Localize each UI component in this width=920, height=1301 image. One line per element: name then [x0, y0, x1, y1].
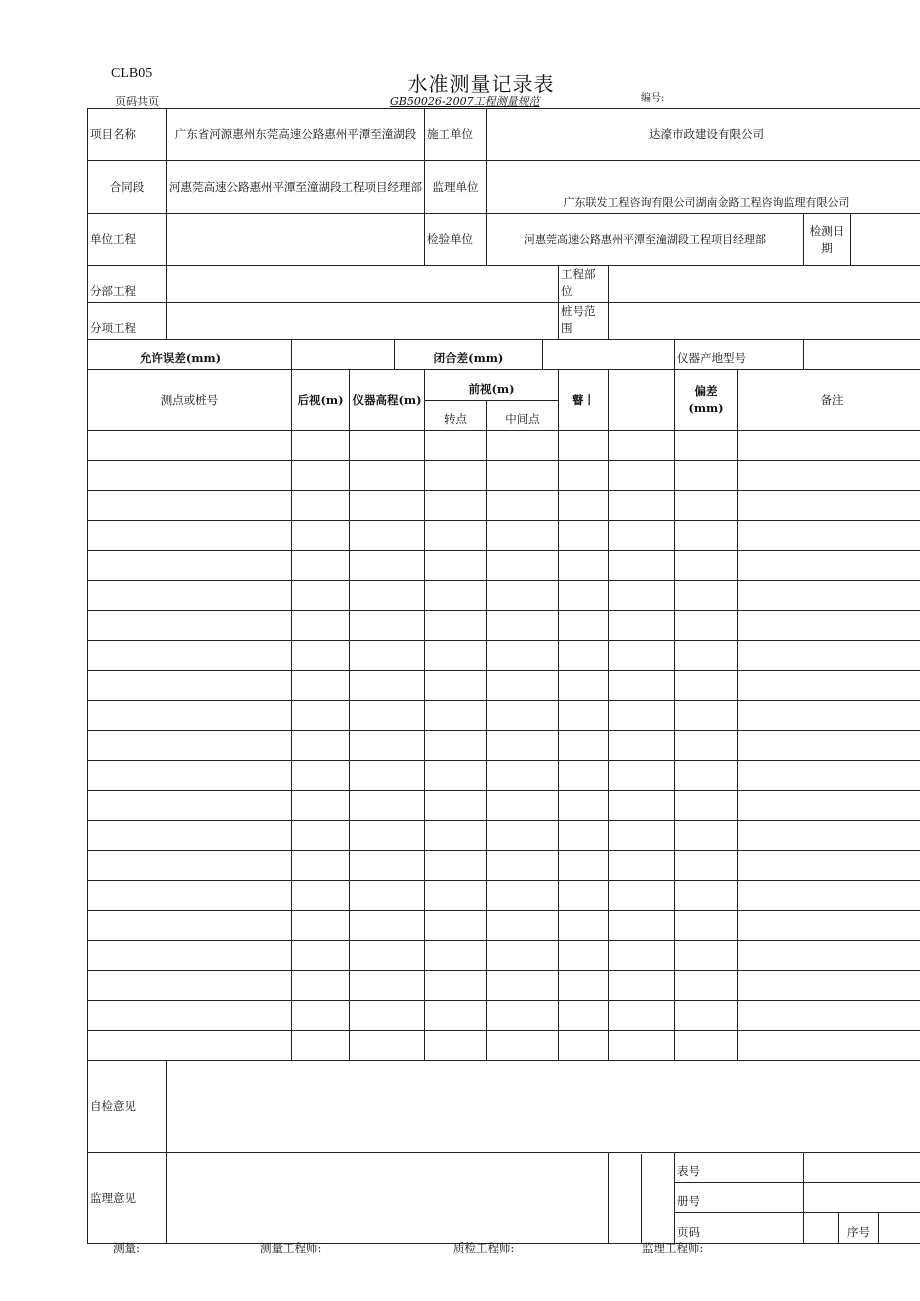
cell-station[interactable]	[88, 701, 292, 731]
cell-remarks[interactable]	[738, 431, 920, 461]
divisional-value[interactable]	[167, 266, 559, 303]
table-row	[88, 851, 920, 881]
cell-intermediate-point[interactable]	[487, 491, 559, 521]
cell-backsight[interactable]	[292, 671, 350, 701]
cell-instrument-height[interactable]	[350, 701, 425, 731]
cell-instrument-height[interactable]	[350, 641, 425, 671]
cell-station[interactable]	[88, 461, 292, 491]
inspection-unit-value[interactable]: 河惠莞高速公路惠州平潭至潼湖段工程项目经理部	[487, 214, 804, 266]
cell-symbol[interactable]	[559, 671, 609, 701]
cell-remarks[interactable]	[738, 1031, 920, 1061]
cell-backsight[interactable]	[292, 581, 350, 611]
cell-deviation[interactable]	[675, 491, 738, 521]
cell-station[interactable]	[88, 551, 292, 581]
cell-intermediate-point[interactable]	[487, 551, 559, 581]
cell-symbol[interactable]	[559, 581, 609, 611]
cell-backsight[interactable]	[292, 791, 350, 821]
closure-value[interactable]	[543, 340, 675, 370]
col-instrument-height: 仪器高程(m)	[350, 370, 425, 431]
cell-instrument-height[interactable]	[350, 431, 425, 461]
cell-deviation[interactable]	[675, 1001, 738, 1031]
supervisor-label: 监理单位	[425, 161, 487, 214]
cell-instrument-height[interactable]	[350, 941, 425, 971]
cell-blank[interactable]	[609, 881, 675, 911]
cell-instrument-height[interactable]	[350, 1031, 425, 1061]
subitem-value[interactable]	[167, 303, 559, 340]
cell-symbol[interactable]	[559, 791, 609, 821]
cell-intermediate-point[interactable]	[487, 611, 559, 641]
cell-blank[interactable]	[609, 701, 675, 731]
cell-intermediate-point[interactable]	[487, 431, 559, 461]
instrument-value[interactable]	[804, 340, 920, 370]
cell-intermediate-point[interactable]	[487, 851, 559, 881]
cell-backsight[interactable]	[292, 731, 350, 761]
cell-backsight[interactable]	[292, 761, 350, 791]
standard-reference: GB50026-2007工程测量规范	[390, 95, 540, 108]
unit-project-value[interactable]	[167, 214, 425, 266]
cell-turning-point[interactable]	[425, 941, 487, 971]
cell-blank[interactable]	[609, 731, 675, 761]
cell-blank[interactable]	[609, 491, 675, 521]
col-symbol: 瞽丨	[559, 370, 609, 431]
cell-instrument-height[interactable]	[350, 911, 425, 941]
station-range-label: 桩号范围	[559, 303, 609, 340]
cell-intermediate-point[interactable]	[487, 761, 559, 791]
cell-turning-point[interactable]	[425, 461, 487, 491]
cell-symbol[interactable]	[559, 461, 609, 491]
cell-station[interactable]	[88, 1031, 292, 1061]
page-no-value[interactable]	[804, 1213, 839, 1244]
cell-turning-point[interactable]	[425, 881, 487, 911]
col-turning-point: 转点	[425, 401, 487, 431]
cell-remarks[interactable]	[738, 701, 920, 731]
cell-remarks[interactable]	[738, 461, 920, 491]
cell-symbol[interactable]	[559, 431, 609, 461]
cell-symbol[interactable]	[559, 941, 609, 971]
col-station: 测点或桩号	[88, 370, 292, 431]
cell-intermediate-point[interactable]	[487, 911, 559, 941]
cell-station[interactable]	[88, 581, 292, 611]
supervision-label: 监理意见	[88, 1153, 167, 1244]
cell-station[interactable]	[88, 1001, 292, 1031]
cell-deviation[interactable]	[675, 611, 738, 641]
cell-symbol[interactable]	[559, 911, 609, 941]
cell-blank[interactable]	[609, 761, 675, 791]
cell-instrument-height[interactable]	[350, 881, 425, 911]
cell-blank[interactable]	[609, 521, 675, 551]
col-deviation: 偏差(mm)	[675, 370, 738, 431]
cell-symbol[interactable]	[559, 881, 609, 911]
tolerance-value[interactable]	[292, 340, 395, 370]
cell-deviation[interactable]	[675, 941, 738, 971]
cell-turning-point[interactable]	[425, 851, 487, 881]
table-row	[88, 941, 920, 971]
cell-instrument-height[interactable]	[350, 581, 425, 611]
cell-intermediate-point[interactable]	[487, 941, 559, 971]
cell-remarks[interactable]	[738, 881, 920, 911]
col-foresight: 前视(m)	[425, 370, 559, 401]
cell-remarks[interactable]	[738, 971, 920, 1001]
cell-blank[interactable]	[609, 1031, 675, 1061]
cell-remarks[interactable]	[738, 611, 920, 641]
table-row	[88, 611, 920, 641]
cell-backsight[interactable]	[292, 551, 350, 581]
cell-turning-point[interactable]	[425, 431, 487, 461]
self-check-label: 自检意见	[88, 1061, 167, 1153]
cell-station[interactable]	[88, 791, 292, 821]
cell-deviation[interactable]	[675, 731, 738, 761]
cell-instrument-height[interactable]	[350, 521, 425, 551]
supervisor-value[interactable]: 广东联发工程咨询有限公司湖南金路工程咨询监理有限公司	[487, 161, 920, 214]
table-row	[88, 491, 920, 521]
cell-backsight[interactable]	[292, 491, 350, 521]
divisional-label: 分部工程	[88, 266, 167, 303]
cell-station[interactable]	[88, 911, 292, 941]
cell-symbol[interactable]	[559, 521, 609, 551]
cell-deviation[interactable]	[675, 521, 738, 551]
cell-backsight[interactable]	[292, 641, 350, 671]
cell-station[interactable]	[88, 521, 292, 551]
cell-symbol[interactable]	[559, 971, 609, 1001]
cell-intermediate-point[interactable]	[487, 461, 559, 491]
cell-instrument-height[interactable]	[350, 851, 425, 881]
project-name-value[interactable]: 广东省河源惠州东莞高速公路惠州平潭至潼湖段	[167, 109, 425, 161]
cell-intermediate-point[interactable]	[487, 701, 559, 731]
cell-deviation[interactable]	[675, 881, 738, 911]
table-row	[88, 641, 920, 671]
cell-instrument-height[interactable]	[350, 821, 425, 851]
table-row	[88, 881, 920, 911]
cell-backsight[interactable]	[292, 911, 350, 941]
cell-intermediate-point[interactable]	[487, 731, 559, 761]
cell-remarks[interactable]	[738, 911, 920, 941]
location-value[interactable]	[609, 266, 920, 303]
cell-deviation[interactable]	[675, 1031, 738, 1061]
cell-intermediate-point[interactable]	[487, 791, 559, 821]
inspection-date-value[interactable]	[851, 214, 920, 266]
cell-blank[interactable]	[609, 551, 675, 581]
cell-remarks[interactable]	[738, 1001, 920, 1031]
cell-turning-point[interactable]	[425, 761, 487, 791]
cell-station[interactable]	[88, 641, 292, 671]
surveyor-label: 测量:	[113, 1241, 140, 1255]
self-check-value[interactable]	[167, 1061, 920, 1153]
cell-station[interactable]	[88, 971, 292, 1001]
cell-turning-point[interactable]	[425, 1031, 487, 1061]
cell-intermediate-point[interactable]	[487, 881, 559, 911]
cell-symbol[interactable]	[559, 551, 609, 581]
cell-intermediate-point[interactable]	[487, 671, 559, 701]
cell-symbol[interactable]	[559, 1001, 609, 1031]
cell-blank[interactable]	[609, 1001, 675, 1031]
cell-blank[interactable]	[609, 581, 675, 611]
location-label: 工程部位	[559, 266, 609, 303]
cell-backsight[interactable]	[292, 1031, 350, 1061]
cell-instrument-height[interactable]	[350, 491, 425, 521]
cell-deviation[interactable]	[675, 911, 738, 941]
table-row	[88, 971, 920, 1001]
cell-backsight[interactable]	[292, 461, 350, 491]
cell-deviation[interactable]	[675, 551, 738, 581]
table-row	[88, 761, 920, 791]
page-title: 水准测量记录表	[407, 72, 555, 96]
cell-instrument-height[interactable]	[350, 731, 425, 761]
cell-remarks[interactable]	[738, 671, 920, 701]
cell-intermediate-point[interactable]	[487, 971, 559, 1001]
contract-section-value[interactable]: 河惠莞高速公路惠州平潭至潼湖段工程项目经理部	[167, 161, 425, 214]
subitem-label: 分项工程	[88, 303, 167, 340]
cell-backsight[interactable]	[292, 941, 350, 971]
qc-engineer-label: 质检工程师:	[453, 1241, 515, 1255]
cell-turning-point[interactable]	[425, 671, 487, 701]
cell-symbol[interactable]	[559, 851, 609, 881]
cell-blank[interactable]	[609, 851, 675, 881]
cell-turning-point[interactable]	[425, 551, 487, 581]
serial-number-label: 编号:	[641, 93, 665, 104]
cell-symbol[interactable]	[559, 731, 609, 761]
form-code: CLB05	[111, 66, 153, 81]
cell-remarks[interactable]	[738, 551, 920, 581]
cell-intermediate-point[interactable]	[487, 581, 559, 611]
cell-remarks[interactable]	[738, 791, 920, 821]
cell-deviation[interactable]	[675, 701, 738, 731]
cell-backsight[interactable]	[292, 821, 350, 851]
cell-instrument-height[interactable]	[350, 671, 425, 701]
cell-backsight[interactable]	[292, 881, 350, 911]
cell-symbol[interactable]	[559, 1031, 609, 1061]
cell-turning-point[interactable]	[425, 701, 487, 731]
cell-deviation[interactable]	[675, 581, 738, 611]
cell-symbol[interactable]	[559, 611, 609, 641]
cell-turning-point[interactable]	[425, 611, 487, 641]
cell-intermediate-point[interactable]	[487, 1001, 559, 1031]
cell-station[interactable]	[88, 431, 292, 461]
cell-blank[interactable]	[609, 821, 675, 851]
data-rows	[88, 431, 920, 1061]
contract-section-label: 合同段	[88, 161, 167, 214]
form-no-label: 表号	[675, 1153, 804, 1183]
cell-instrument-height[interactable]	[350, 611, 425, 641]
cell-blank[interactable]	[609, 971, 675, 1001]
table-row	[88, 1031, 920, 1061]
cell-station[interactable]	[88, 881, 292, 911]
volume-no-value[interactable]	[804, 1183, 920, 1213]
table-row	[88, 671, 920, 701]
cell-blank[interactable]	[609, 791, 675, 821]
cell-deviation[interactable]	[675, 431, 738, 461]
cell-intermediate-point[interactable]	[487, 521, 559, 551]
table-row	[88, 731, 920, 761]
tolerance-label: 允许误差(mm)	[88, 340, 292, 370]
table-row	[88, 821, 920, 851]
cell-station[interactable]	[88, 941, 292, 971]
cell-turning-point[interactable]	[425, 821, 487, 851]
cell-backsight[interactable]	[292, 521, 350, 551]
cell-intermediate-point[interactable]	[487, 821, 559, 851]
table-row	[88, 581, 920, 611]
cell-deviation[interactable]	[675, 851, 738, 881]
form-no-value[interactable]	[804, 1153, 920, 1183]
cell-turning-point[interactable]	[425, 1001, 487, 1031]
cell-deviation[interactable]	[675, 821, 738, 851]
page-no-label: 页码	[675, 1213, 804, 1244]
contractor-value[interactable]: 达濠市政建设有限公司	[487, 109, 920, 161]
cell-deviation[interactable]	[675, 641, 738, 671]
cell-station[interactable]	[88, 671, 292, 701]
table-row	[88, 701, 920, 731]
cell-remarks[interactable]	[738, 641, 920, 671]
col-blank	[609, 370, 675, 431]
cell-remarks[interactable]	[738, 941, 920, 971]
cell-deviation[interactable]	[675, 971, 738, 1001]
cell-deviation[interactable]	[675, 461, 738, 491]
cell-blank[interactable]	[609, 941, 675, 971]
table-row	[88, 911, 920, 941]
cell-remarks[interactable]	[738, 521, 920, 551]
cell-turning-point[interactable]	[425, 581, 487, 611]
survey-engineer-label: 测量工程师:	[260, 1241, 322, 1255]
cell-symbol[interactable]	[559, 701, 609, 731]
cell-blank[interactable]	[609, 641, 675, 671]
cell-deviation[interactable]	[675, 671, 738, 701]
cell-blank[interactable]	[609, 431, 675, 461]
closure-label: 闭合差(mm)	[395, 340, 543, 370]
cell-blank[interactable]	[609, 911, 675, 941]
cell-turning-point[interactable]	[425, 911, 487, 941]
cell-instrument-height[interactable]	[350, 1001, 425, 1031]
leveling-record-table	[87, 108, 920, 1244]
cell-backsight[interactable]	[292, 701, 350, 731]
cell-deviation[interactable]	[675, 761, 738, 791]
table-row	[88, 431, 920, 461]
table-row	[88, 521, 920, 551]
instrument-label: 仪器产地型号	[675, 340, 804, 370]
cell-instrument-height[interactable]	[350, 971, 425, 1001]
cell-blank[interactable]	[609, 461, 675, 491]
cell-turning-point[interactable]	[425, 791, 487, 821]
cell-station[interactable]	[88, 821, 292, 851]
cell-turning-point[interactable]	[425, 491, 487, 521]
supervising-engineer-label: 监理工程师:	[642, 1241, 704, 1255]
cell-instrument-height[interactable]	[350, 551, 425, 581]
supervision-value[interactable]	[167, 1153, 609, 1244]
unit-project-label: 单位工程	[88, 214, 167, 266]
cell-remarks[interactable]	[738, 491, 920, 521]
cell-symbol[interactable]	[559, 821, 609, 851]
cell-remarks[interactable]	[738, 851, 920, 881]
cell-symbol[interactable]	[559, 641, 609, 671]
cell-backsight[interactable]	[292, 851, 350, 881]
cell-instrument-height[interactable]	[350, 461, 425, 491]
project-name-label: 项目名称	[88, 109, 167, 161]
table-row	[88, 791, 920, 821]
cell-backsight[interactable]	[292, 971, 350, 1001]
inspection-unit-label: 检验单位	[425, 214, 487, 266]
cell-intermediate-point[interactable]	[487, 641, 559, 671]
table-row	[88, 551, 920, 581]
sequence-value[interactable]	[879, 1213, 920, 1244]
cell-station[interactable]	[88, 761, 292, 791]
cell-station[interactable]	[88, 491, 292, 521]
cell-deviation[interactable]	[675, 791, 738, 821]
page-count-label: 页码共页	[115, 95, 159, 108]
cell-instrument-height[interactable]	[350, 761, 425, 791]
cell-intermediate-point[interactable]	[487, 1031, 559, 1061]
cell-remarks[interactable]	[738, 821, 920, 851]
cell-station[interactable]	[88, 851, 292, 881]
col-backsight: 后视(m)	[292, 370, 350, 431]
cell-turning-point[interactable]	[425, 521, 487, 551]
volume-no-label: 册号	[675, 1183, 804, 1213]
cell-backsight[interactable]	[292, 1001, 350, 1031]
cell-backsight[interactable]	[292, 611, 350, 641]
cell-turning-point[interactable]	[425, 971, 487, 1001]
cell-turning-point[interactable]	[425, 731, 487, 761]
station-range-value[interactable]	[609, 303, 920, 340]
cell-station[interactable]	[88, 731, 292, 761]
contractor-label: 施工单位	[425, 109, 487, 161]
cell-symbol[interactable]	[559, 491, 609, 521]
cell-blank[interactable]	[609, 611, 675, 641]
cell-instrument-height[interactable]	[350, 791, 425, 821]
sequence-label: 序号	[839, 1213, 879, 1244]
cell-remarks[interactable]	[738, 581, 920, 611]
cell-turning-point[interactable]	[425, 641, 487, 671]
table-row	[88, 1001, 920, 1031]
cell-blank[interactable]	[609, 671, 675, 701]
cell-remarks[interactable]	[738, 761, 920, 791]
cell-backsight[interactable]	[292, 431, 350, 461]
col-remarks: 备注	[738, 370, 920, 431]
cell-symbol[interactable]	[559, 761, 609, 791]
cell-station[interactable]	[88, 611, 292, 641]
cell-remarks[interactable]	[738, 731, 920, 761]
col-intermediate-point: 中间点	[487, 401, 559, 431]
table-row	[88, 461, 920, 491]
inspection-date-label: 检测日期	[804, 214, 851, 266]
